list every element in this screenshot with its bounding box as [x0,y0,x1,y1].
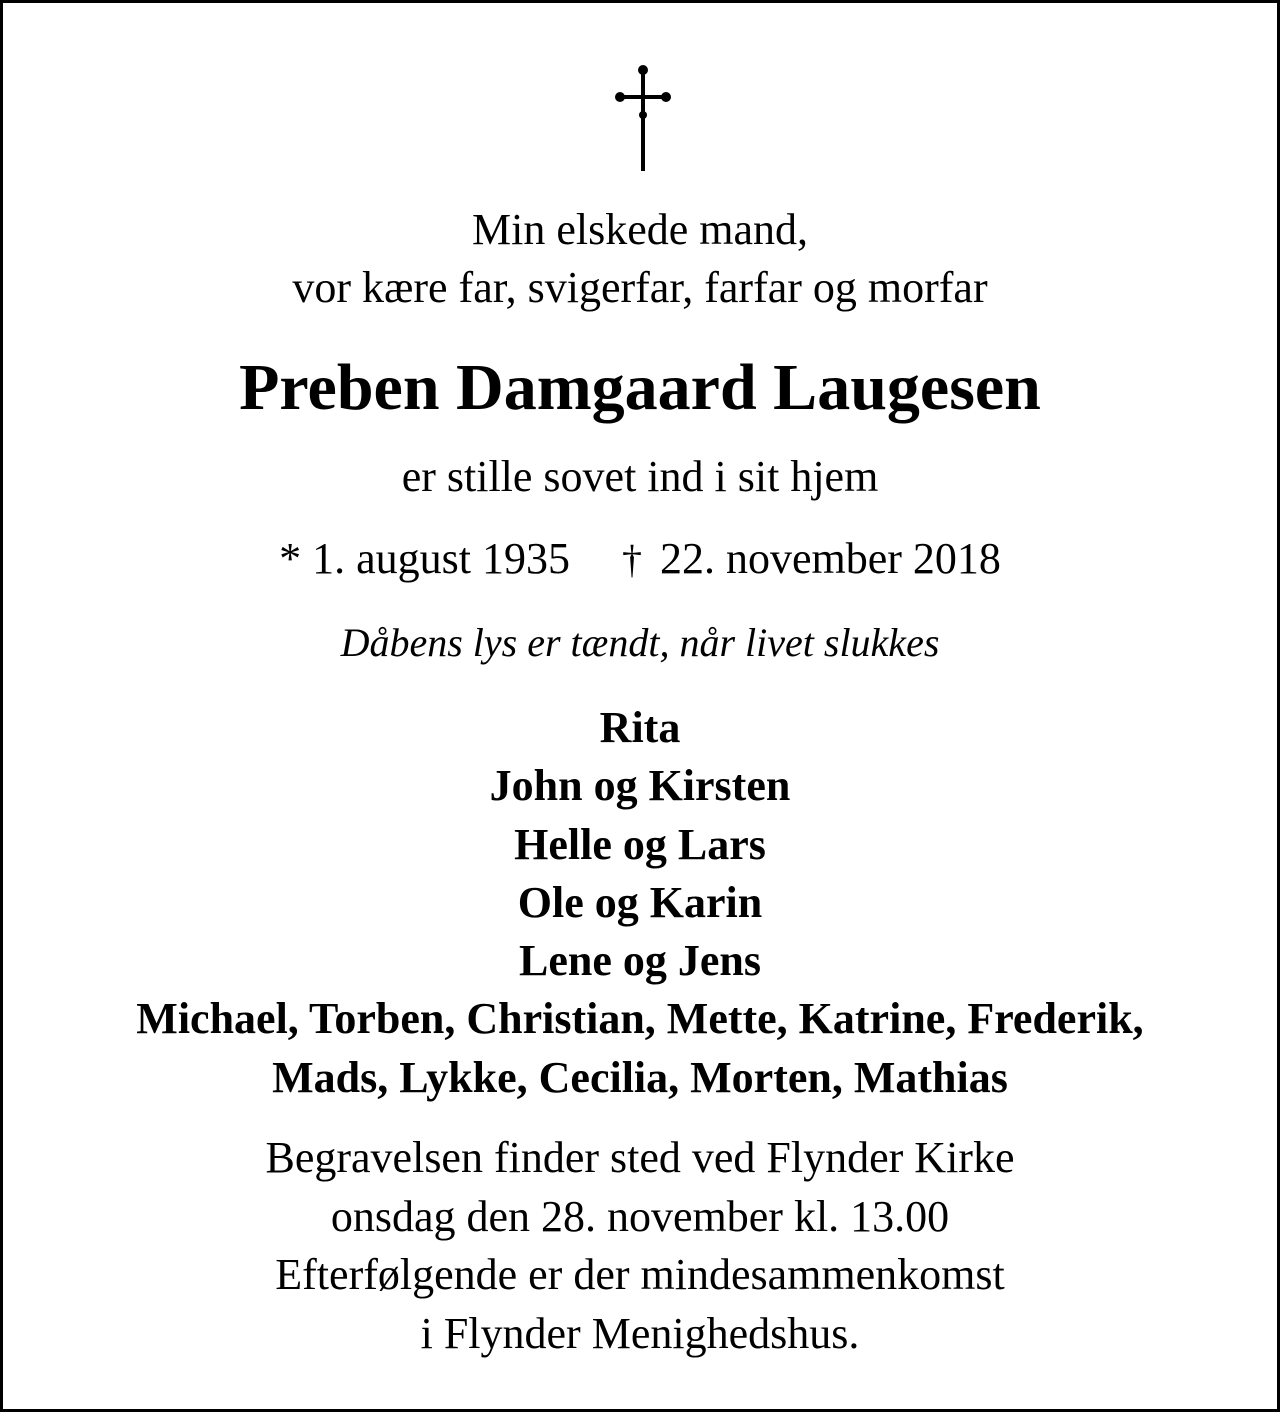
funeral-line: Efterfølgende er der mindesammenkomst [275,1250,1005,1299]
family-line: Lene og Jens [519,936,761,986]
death-date: 22. november 2018 [659,534,1001,583]
funeral-information [3,1129,1277,1363]
family-line: Rita [599,703,681,752]
intro-line: Min elskede mand, [471,205,809,254]
death-symbol: † [621,537,642,582]
family-line: Mads, Lykke, Cecilia, Morten, Mathias [272,1052,1008,1102]
funeral-line: Begravelsen finder sted ved Flynder Kirke [265,1133,1015,1182]
family-line: Michael, Torben, Christian, Mette, Katrine, Frederik, [136,994,1144,1044]
family-line: Ole og Karin [517,877,763,927]
family-line: John og Kirsten [489,761,791,811]
funeral-line: onsdag den 28. november kl. 13.00 [330,1191,950,1241]
latin-cross-icon [611,65,675,175]
life-dates [3,531,1277,588]
passing-statement: er stille sovet ind i sit hjem [401,452,879,501]
family-line: Helle og Lars [514,819,766,869]
intro-text [3,201,1277,317]
funeral-line: i Flynder Menighedshus. [420,1308,860,1358]
deceased-name: Preben Damgaard Laugesen [239,351,1041,424]
birth-date: * 1. august 1935 [279,534,570,583]
memorial-verse: Dåbens lys er tændt, når livet slukkes [340,620,940,665]
intro-line: vor kære far, svigerfar, farfar og morfar [292,263,988,312]
family-signatures [3,699,1277,1107]
